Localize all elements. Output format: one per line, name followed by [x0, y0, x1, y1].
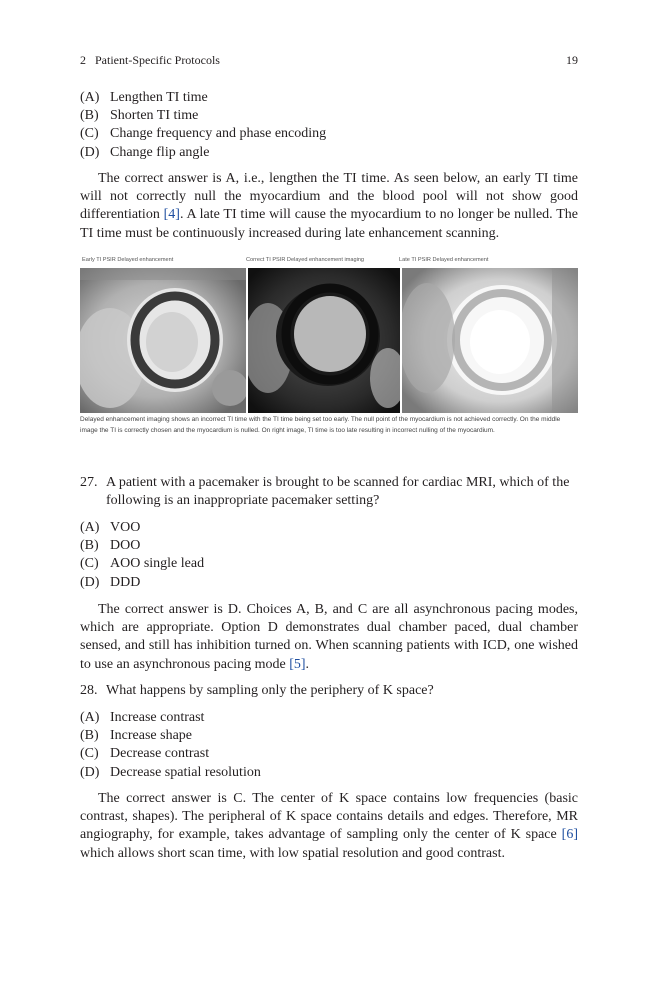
question-number: 27.	[80, 475, 98, 490]
q26-options	[80, 89, 580, 162]
q27-options	[80, 519, 580, 592]
option-b: (B) Increase shape	[80, 728, 193, 744]
citation-link[interactable]: [6]	[561, 827, 578, 843]
citation-link[interactable]: [5]	[289, 656, 306, 672]
option-d: (D) Change flip angle	[80, 144, 210, 160]
option-d: (D) DDD	[80, 574, 141, 590]
mri-image-late-ti	[402, 268, 578, 413]
mri-image-correct-ti	[248, 268, 400, 413]
option-c: (C) Decrease contrast	[80, 746, 210, 762]
option-c: (C) AOO single lead	[80, 556, 205, 572]
q28-options	[80, 709, 580, 782]
mri-figure	[80, 257, 578, 447]
chapter-title: 2 Patient-Specific Protocols	[80, 53, 220, 67]
figure-caption: Delayed enhancement imaging shows an incorrect TI time with the TI time being set too early. The null point of the myocardium is not achieved correctly. On the middle image the TI is correctly chosen and the myocardium is nulled. On right image, TI time is too late resulting in incorrect nulling of the myocardium.	[80, 416, 561, 434]
panel-label-correct: Correct TI PSIR Delayed enhancement imaging	[246, 257, 365, 263]
option-b: (B) Shorten TI time	[80, 108, 199, 124]
question-text: A patient with a pacemaker is brought to be scanned for cardiac MRI, which of the following is an inappropriate pacemaker setting?	[106, 475, 570, 509]
q26-answer-paragraph: The correct answer is A, i.e., lengthen the TI time. As seen below, an early TI time will not correctly null the myocardium and the blood pool will not show good differentiation [4]. A late TI time will cause the myocardium to no longer be nulled. The TI time must be continuously increased during late enhancement scanning.	[80, 171, 578, 241]
option-d: (D) Decrease spatial resolution	[80, 764, 261, 780]
q27-answer-paragraph: The correct answer is D. Choices A, B, and C are all asynchronous pacing modes, which are appropriate. Option D demonstrates dual chamber paced, dual chamber sensed, and still has inhibition turned on. When scanning patients with ICD, one wished to use an asynchronous pacing mode [5].	[80, 602, 578, 672]
question-text: What happens by sampling only the periphery of K space?	[106, 683, 434, 698]
mri-image-early-ti	[80, 268, 246, 413]
panel-label-late: Late TI PSIR Delayed enhancement	[399, 257, 489, 263]
question-27	[80, 474, 578, 510]
panel-label-early: Early TI PSIR Delayed enhancement	[82, 257, 174, 263]
page-number: 19	[566, 53, 578, 67]
option-b: (B) DOO	[80, 538, 141, 554]
q28-answer-paragraph: The correct answer is C. The center of K space contains low frequencies (basic contrast, shapes). The peripheral of K space contains details and edges. Therefore, MR angiography, for example, takes advantage of sampling only the center of K space [6] which allows short scan time, with low spatial resolution and good contrast.	[80, 791, 578, 861]
option-c: (C) Change frequency and phase encoding	[80, 126, 327, 142]
question-number: 28.	[80, 683, 98, 698]
option-a: (A) VOO	[80, 520, 141, 535]
citation-link[interactable]: [4]	[163, 207, 180, 223]
question-28	[80, 682, 578, 700]
option-a: (A) Lengthen TI time	[80, 90, 208, 105]
option-a: (A) Increase contrast	[80, 710, 205, 725]
